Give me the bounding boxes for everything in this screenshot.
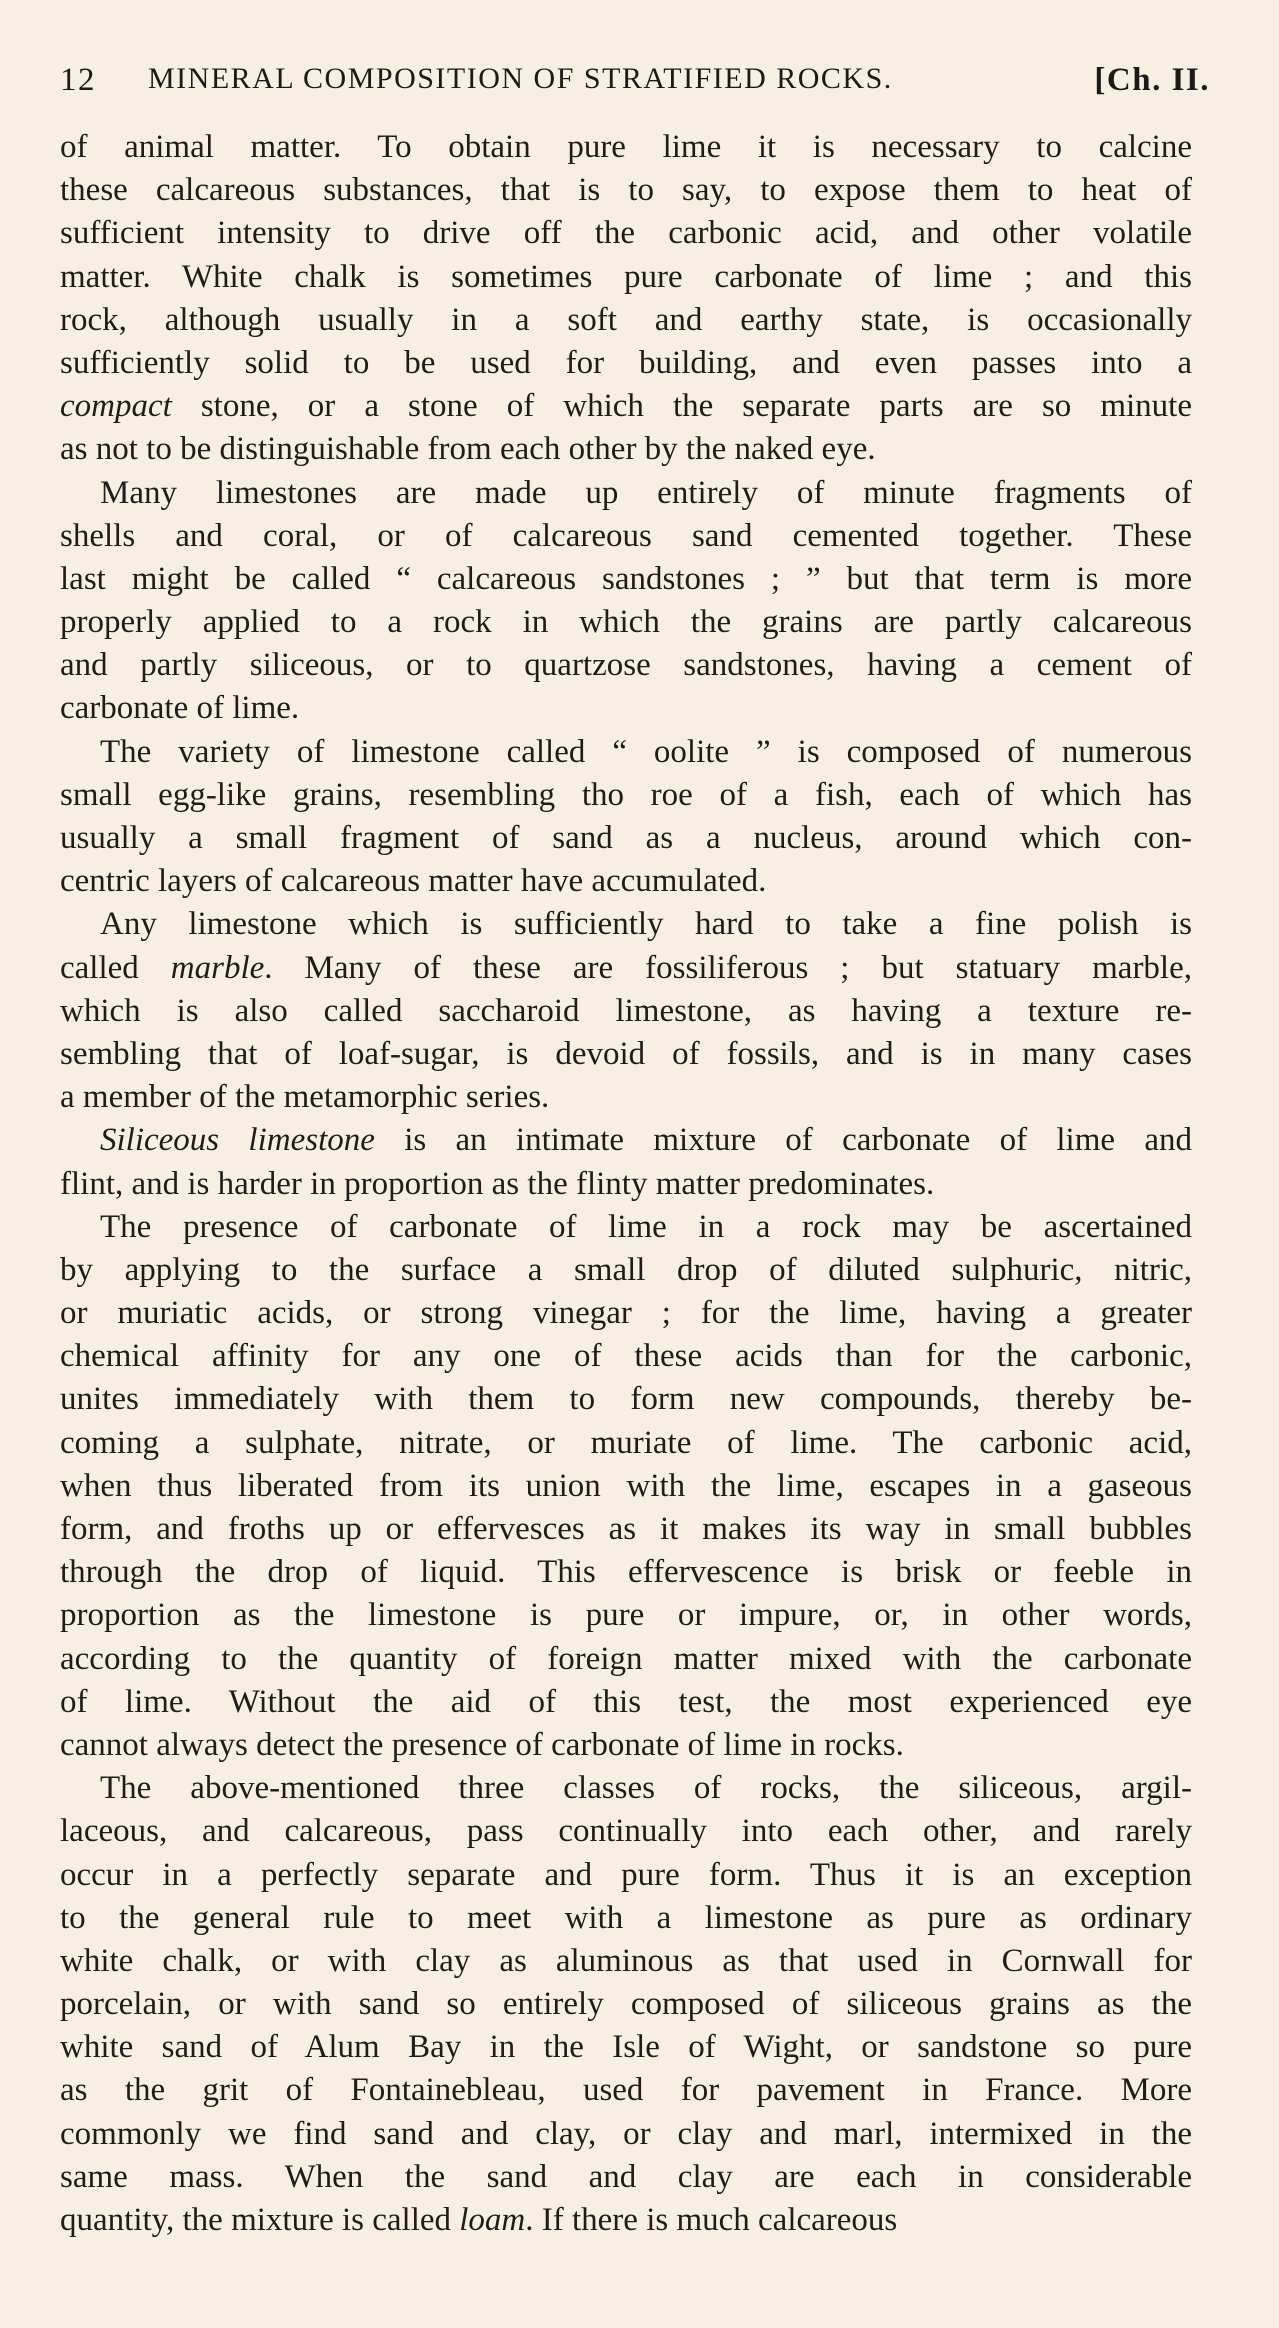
text-line: Many limestones are made up entirely of minute fragments of (100, 474, 1192, 511)
text-line: sembling that of loaf-sugar, is devoid of fossils, and is in many cases (60, 1035, 1192, 1072)
paragraph (60, 472, 1192, 731)
paragraph (60, 731, 1192, 904)
body-text (60, 126, 1192, 2242)
text-line: The above-mentioned three classes of rocks, the siliceous, argil- (100, 1770, 1192, 1807)
text-line: porcelain, or with sand so entirely composed of siliceous grains as the (60, 1986, 1192, 2023)
paragraph (60, 1767, 1192, 2242)
text-line: these calcareous substances, that is to say, to expose them to heat of (60, 172, 1192, 209)
text-line: of animal matter. To obtain pure lime it is necessary to calcine (60, 129, 1192, 165)
text-line: Any limestone which is sufficiently hard to take a fine polish is (100, 906, 1192, 943)
text-line: rock, although usually in a soft and earthy state, is occasionally (60, 301, 1192, 338)
text-line: commonly we find sand and clay, or clay and marl, intermixed in the (60, 2115, 1192, 2152)
text-line: unites immediately with them to form new compounds, thereby be- (60, 1381, 1192, 1418)
text-line: same mass. When the sand and clay are each in considerable (60, 2158, 1192, 2195)
text-line: shells and coral, or of calcareous sand cemented together. These (60, 517, 1192, 554)
running-title: MINERAL COMPOSITION OF STRATIFIED ROCKS. (148, 62, 893, 95)
text-line: which is also called saccharoid limestone, as having a texture re- (60, 992, 1192, 1029)
text-line: proportion as the limestone is pure or impure, or, in other words, (60, 1597, 1192, 1634)
text-line: white chalk, or with clay as aluminous as that used in Cornwall for (60, 1942, 1192, 1979)
paragraph (60, 1206, 1192, 1767)
text-line: form, and froths up or effervesces as it makes its way in small bubbles (60, 1511, 1192, 1547)
text-line: as not to be distinguishable from each other by the naked eye. (60, 431, 876, 468)
text-line: compact stone, or a stone of which the separate parts are so minute (60, 388, 1192, 425)
text-line: and partly siliceous, or to quartzose sandstones, having a cement of (60, 647, 1192, 684)
chapter-marker: [Ch. II. (1094, 62, 1210, 98)
text-line: or muriatic acids, or strong vinegar ; for the lime, having a greater (60, 1295, 1192, 1332)
text-line: carbonate of lime. (60, 690, 300, 727)
paragraph (60, 903, 1192, 1119)
text-line: The presence of carbonate of lime in a rock may be ascertained (100, 1208, 1192, 1245)
text-line: sufficiently solid to be used for building, and even passes into a (60, 344, 1192, 381)
text-line: to the general rule to meet with a limestone as pure as ordinary (60, 1899, 1192, 1936)
text-line: small egg-like grains, resembling tho roe of a fish, each of which has (60, 776, 1192, 813)
text-line: occur in a perfectly separate and pure form. Thus it is an exception (60, 1856, 1192, 1893)
text-line: chemical affinity for any one of these acids than for the carbonic, (60, 1338, 1192, 1375)
text-line: through the drop of liquid. This effervescence is brisk or feeble in (60, 1554, 1192, 1591)
text-line: quantity, the mixture is called loam. If there is much calcareous (60, 2202, 898, 2238)
page-number: 12 (60, 62, 96, 98)
text-line: white sand of Alum Bay in the Isle of Wight, or sandstone so pure (60, 2029, 1192, 2066)
text-line: a member of the metamorphic series. (60, 1079, 550, 1116)
text-line: last might be called “ calcareous sandstones ; ” but that term is more (60, 560, 1192, 597)
text-line: usually a small fragment of sand as a nucleus, around which con- (60, 820, 1192, 856)
text-line: according to the quantity of foreign matter mixed with the carbonate (60, 1640, 1192, 1677)
text-line: The variety of limestone called “ oolite ” is composed of numerous (100, 733, 1192, 770)
page-header (60, 62, 1210, 114)
text-line: centric layers of calcareous matter have accumulated. (60, 863, 767, 900)
text-line: when thus liberated from its union with the lime, escapes in a gaseous (60, 1467, 1192, 1504)
text-line: properly applied to a rock in which the grains are partly calcareous (60, 604, 1192, 641)
text-line: called marble. Many of these are fossiliferous ; but statuary marble, (60, 949, 1192, 986)
text-line: as the grit of Fontainebleau, used for pavement in France. More (60, 2072, 1192, 2109)
paragraph (60, 1119, 1192, 1205)
text-line: flint, and is harder in proportion as the flinty matter predominates. (60, 1165, 935, 1202)
text-line: matter. White chalk is sometimes pure carbonate of lime ; and this (60, 258, 1192, 295)
text-line: Siliceous limestone is an intimate mixture of carbonate of lime and (100, 1122, 1192, 1159)
text-line: coming a sulphate, nitrate, or muriate of lime. The carbonic acid, (60, 1424, 1192, 1461)
text-line: sufficient intensity to drive off the carbonic acid, and other volatile (60, 215, 1192, 252)
text-line: laceous, and calcareous, pass continually into each other, and rarely (60, 1813, 1192, 1850)
text-line: by applying to the surface a small drop of diluted sulphuric, nitric, (60, 1251, 1192, 1288)
text-line: cannot always detect the presence of carbonate of lime in rocks. (60, 1726, 904, 1763)
text-line: of lime. Without the aid of this test, the most experienced eye (60, 1683, 1192, 1720)
paragraph (60, 126, 1192, 472)
